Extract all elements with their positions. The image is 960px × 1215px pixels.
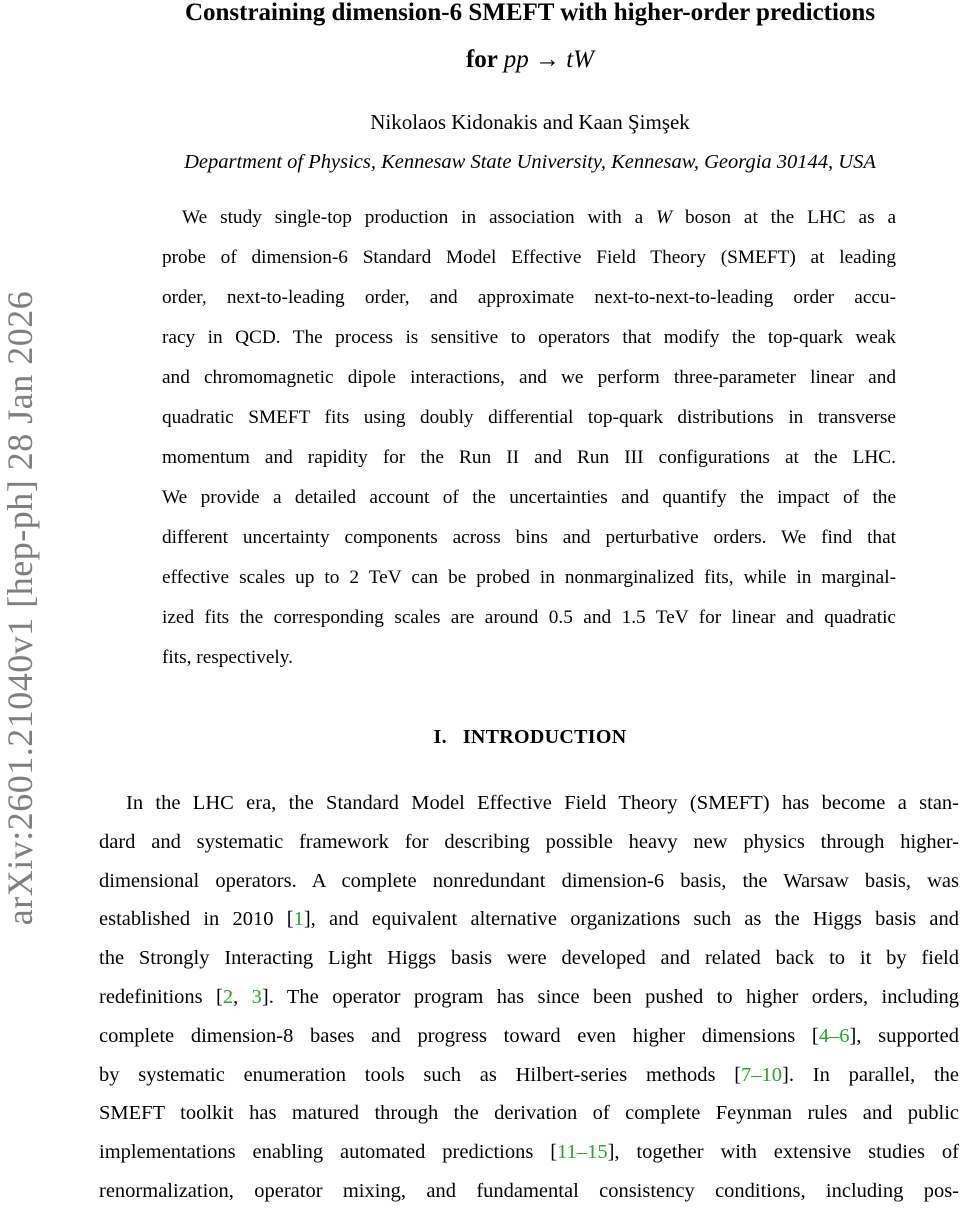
intro-text: ], and equivalent alternative organizations such as the Higgs basis and [303, 908, 959, 931]
intro-text: implementations enabling automated predictions [ [99, 1141, 558, 1164]
intro-text: established in 2010 [ [99, 908, 294, 931]
intro-line [99, 904, 959, 943]
intro-line: the Strongly Interacting Light Higgs basis were developed and related back to it by field [99, 947, 959, 970]
abstract-line: and chromomagnetic dipole interactions, and we perform three-parameter linear and [162, 367, 896, 388]
intro-line: renormalization, operator mixing, and fundamental consistency conditions, including pos- [99, 1179, 959, 1202]
title-arrow: → [534, 46, 560, 73]
introduction-body [99, 788, 959, 1215]
arxiv-stamp-text: arXiv:2601.21040v1 [hep-ph] 28 Jan 2026 [0, 290, 40, 926]
section-title: INTRODUCTION [462, 726, 627, 748]
abstract-text: boson at the LHC as a [672, 207, 896, 228]
citation-link[interactable]: 7–10 [741, 1063, 783, 1086]
intro-line: SMEFT toolkit has matured through the derivation of complete Feynman rules and public [99, 1102, 959, 1125]
intro-text: ]. The operator program has since been pushed to higher orders, including [261, 985, 959, 1008]
citation-link[interactable]: 4–6 [818, 1024, 850, 1047]
abstract-line: different uncertainty components across bins and perturbative orders. We find that [162, 527, 896, 548]
affiliation: Department of Physics, Kennesaw State University, Kennesaw, Georgia 30144, USA [184, 151, 876, 173]
abstract-math-w: W [656, 207, 673, 228]
abstract-line: quadratic SMEFT fits using doubly differential top-quark distributions in transverse [162, 407, 896, 428]
abstract-line: ized fits the corresponding scales are around 0.5 and 1.5 TeV for linear and quadratic [162, 607, 896, 628]
citation-link[interactable]: 3 [251, 985, 262, 1008]
intro-line [99, 1137, 959, 1176]
intro-line [99, 1021, 959, 1060]
abstract-line: We provide a detailed account of the uncertainties and quantify the impact of the [162, 487, 896, 508]
authors: Nikolaos Kidonakis and Kaan Şimşek [370, 110, 690, 134]
abstract-line: racy in QCD. The process is sensitive to operators that modify the top-quark weak [162, 327, 896, 348]
citation-link[interactable]: 2 [222, 985, 234, 1008]
abstract-line: momentum and rapidity for the Run II and Run III configurations at the LHC. [162, 447, 896, 468]
intro-text: redefinitions [ [99, 985, 223, 1008]
abstract-text: We study single-top production in association with a [182, 207, 657, 228]
abstract-line: effective scales up to 2 TeV can be probed in nonmarginalized fits, while in marginal- [162, 567, 896, 588]
citation-link[interactable]: 1 [293, 908, 304, 931]
intro-line [99, 1060, 959, 1099]
intro-text: ], supported [849, 1024, 959, 1047]
intro-text: , [233, 985, 252, 1008]
title-math-pp: pp [503, 46, 529, 73]
abstract-line [162, 205, 896, 245]
abstract [162, 205, 896, 685]
section-heading-introduction [100, 726, 960, 749]
arxiv-stamp [0, 0, 40, 1200]
abstract-line: probe of dimension-6 Standard Model Effective Field Theory (SMEFT) at leading [162, 247, 896, 268]
section-number: I. [433, 726, 447, 748]
intro-line: dimensional operators. A complete nonredundant dimension-6 basis, the Warsaw basis, was [99, 869, 959, 892]
intro-text: ]. In parallel, the [782, 1063, 959, 1086]
citation-link[interactable]: 11–15 [557, 1141, 608, 1164]
intro-text: complete dimension-8 bases and progress toward even higher dimensions [ [99, 1024, 819, 1047]
intro-line: dard and systematic framework for describing possible heavy new physics through higher- [99, 830, 959, 853]
abstract-line: order, next-to-leading order, and approximate next-to-next-to-leading order accu- [162, 287, 896, 308]
intro-text: ], together with extensive studies of [607, 1141, 959, 1164]
abstract-line: fits, respectively. [162, 647, 293, 668]
intro-line [99, 982, 959, 1021]
intro-line: In the LHC era, the Standard Model Effective Field Theory (SMEFT) has become a stan- [126, 792, 959, 814]
paper-title-line-1: Constraining dimension-6 SMEFT with higher-order predictions [184, 0, 876, 26]
paper-title-line-2 [100, 47, 960, 72]
title-math-tw: tW [566, 46, 594, 73]
title-prefix: for [465, 46, 504, 73]
intro-text: by systematic enumeration tools such as Hilbert-series methods [ [99, 1063, 742, 1086]
